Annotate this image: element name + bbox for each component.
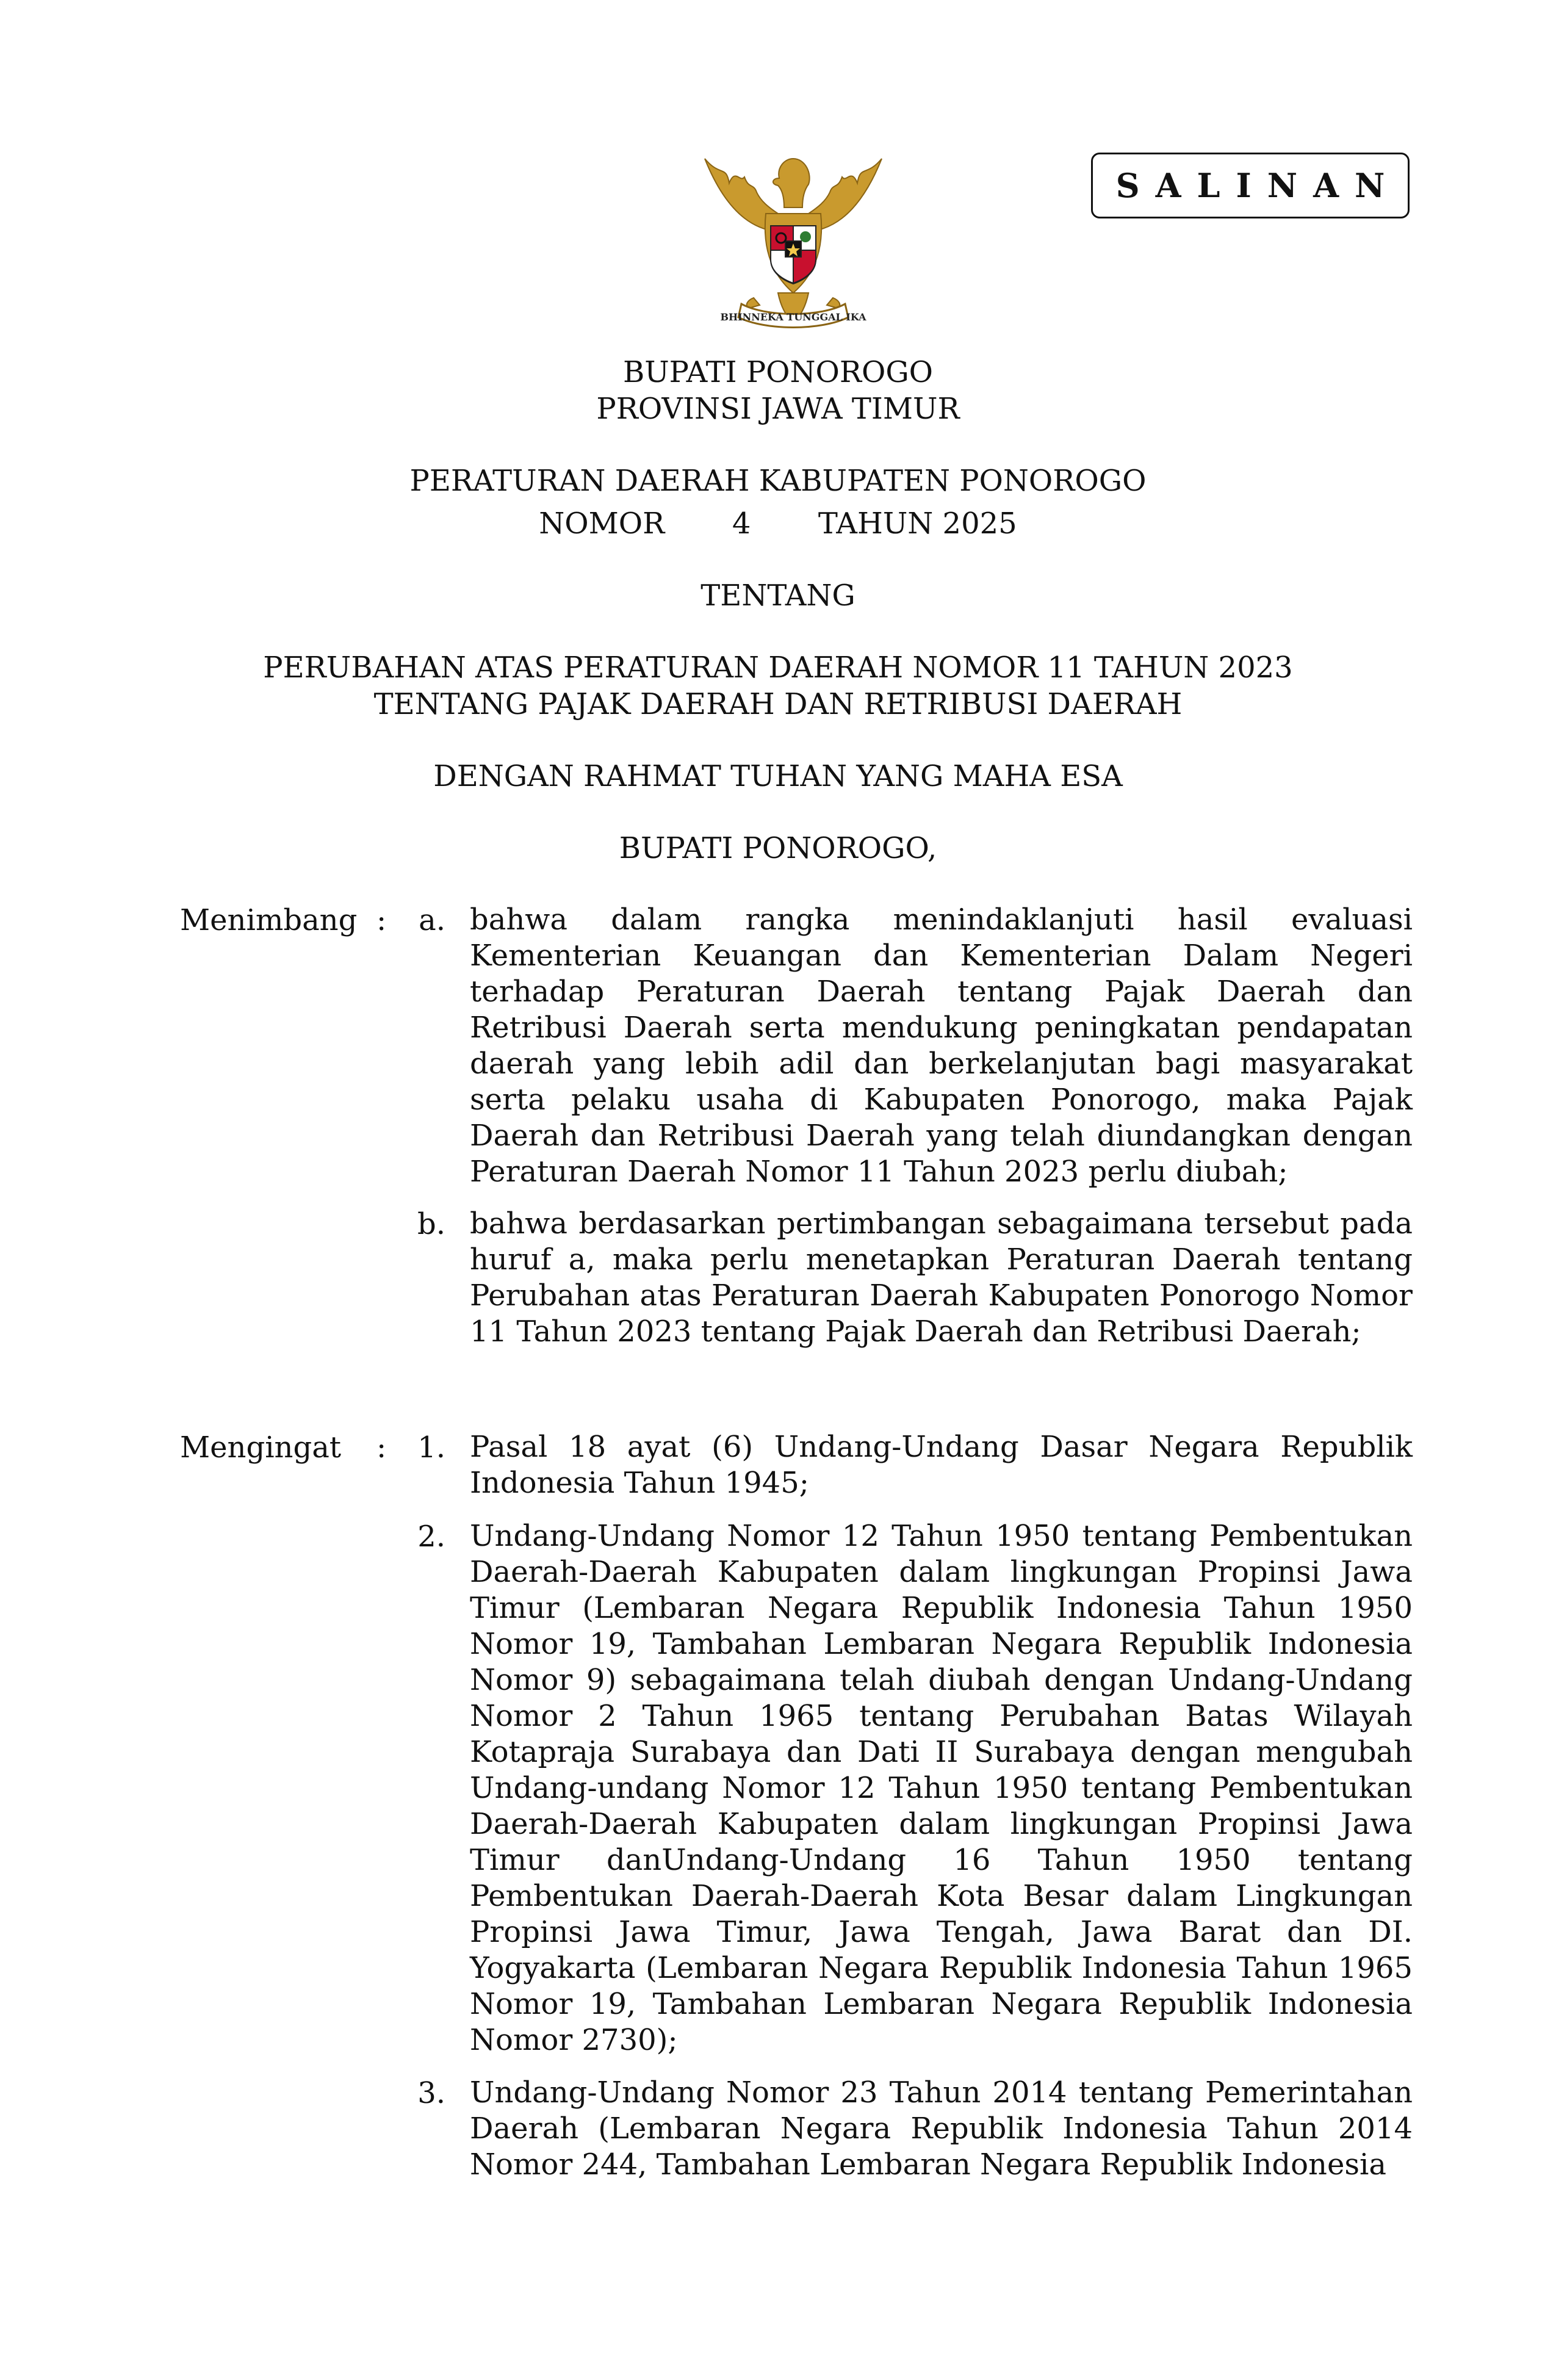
tentang-heading: TENTANG [701,579,855,613]
salinan-stamp: SALINAN [1091,153,1410,218]
mengingat-item-1-text: Pasal 18 ayat (6) Undang-Undang Dasar Negara Republik Indonesia Tahun 1945; [470,1430,1413,1500]
menimbang-label: Menimbang [180,903,358,937]
menimbang-item-b-marker: b. [417,1207,445,1241]
mengingat-colon: : [376,1430,387,1465]
subject-line-1: PERUBAHAN ATAS PERATURAN DAERAH NOMOR 11 TAHUN 2023 [263,651,1293,685]
subject-line-2: TENTANG PAJAK DAERAH DAN RETRIBUSI DAERAH [373,687,1183,721]
tahun-label: TAHUN 2025 [818,507,1017,541]
bupati-line: BUPATI PONOROGO, [619,831,937,865]
garuda-emblem-icon [693,140,894,342]
header-line-1: BUPATI PONOROGO [622,355,934,389]
mengingat-item-2-marker: 2. [417,1520,445,1554]
regulation-number-line [0,505,1556,542]
nomor-label: NOMOR [539,507,665,541]
mengingat-item-1-marker: 1. [417,1430,445,1465]
header-line-2: PROVINSI JAWA TIMUR [596,392,960,426]
nomor-value: 4 [732,507,751,541]
menimbang-item-b-text: bahwa berdasarkan pertimbangan sebagaimana tersebut pada huruf a, maka perlu menetapkan Peraturan Daerah tentang Perubahan atas Peraturan Daerah Kabupaten Ponorogo Nomor 11 Tahun 2023 tentang Pajak Daerah dan Retribusi Daerah; [470,1206,1413,1349]
mengingat-label: Mengingat [180,1430,342,1465]
menimbang-item-a-text: bahwa dalam rangka menindaklanjuti hasil evaluasi Kementerian Keuangan dan Kementerian Dalam Negeri terhadap Peraturan Daerah tentang Pajak Daerah dan Retribusi Daerah serta mendukung peningkatan pendapatan daerah yang lebih adil dan berkelanjutan bagi masyarakat serta pelaku usaha di Kabupaten Ponorogo, maka Pajak Daerah dan Retribusi Daerah yang telah diundangkan dengan Peraturan Daerah Nomor 11 Tahun 2023 perlu diubah; [470,903,1413,1189]
regulation-title: PERATURAN DAERAH KABUPATEN PONOROGO [409,464,1147,498]
rahmat-line: DENGAN RAHMAT TUHAN YANG MAHA ESA [433,759,1123,793]
mengingat-item-3-marker: 3. [417,2076,445,2110]
emblem-motto: BHINNEKA TUNGGAL IKA [720,311,866,323]
menimbang-colon: : [376,903,387,937]
menimbang-item-a-marker: a. [419,903,445,937]
mengingat-item-2-text: Undang-Undang Nomor 12 Tahun 1950 tentang Pembentukan Daerah-Daerah Kabupaten dalam lingkungan Propinsi Jawa Timur (Lembaran Negara Republik Indonesia Tahun 1950 Nomor 19, Tambahan Lembaran Negara Republik Indonesia Nomor 9) sebagaimana telah diubah dengan Undang-Undang Nomor 2 Tahun 1965 tentang Perubahan Batas Wilayah Kotapraja Surabaya dan Dati II Surabaya dengan mengubah Undang-undang Nomor 12 Tahun 1950 tentang Pembentukan Daerah-Daerah Kabupaten dalam lingkungan Propinsi Jawa Timur danUndang-Undang 16 Tahun 1950 tentang Pembentukan Daerah-Daerah Kota Besar dalam Lingkungan Propinsi Jawa Timur, Jawa Tengah, Jawa Barat dan DI. Yogyakarta (Lembaran Negara Republik Indonesia Tahun 1965 Nomor 19, Tambahan Lembaran Negara Republik Indonesia Nomor 2730); [470,1519,1413,2057]
mengingat-item-3-text: Undang-Undang Nomor 23 Tahun 2014 tentang Pemerintahan Daerah (Lembaran Negara Republik Indonesia Tahun 2014 Nomor 244, Tambahan Lembaran Negara Republik Indonesia [470,2075,1413,2182]
